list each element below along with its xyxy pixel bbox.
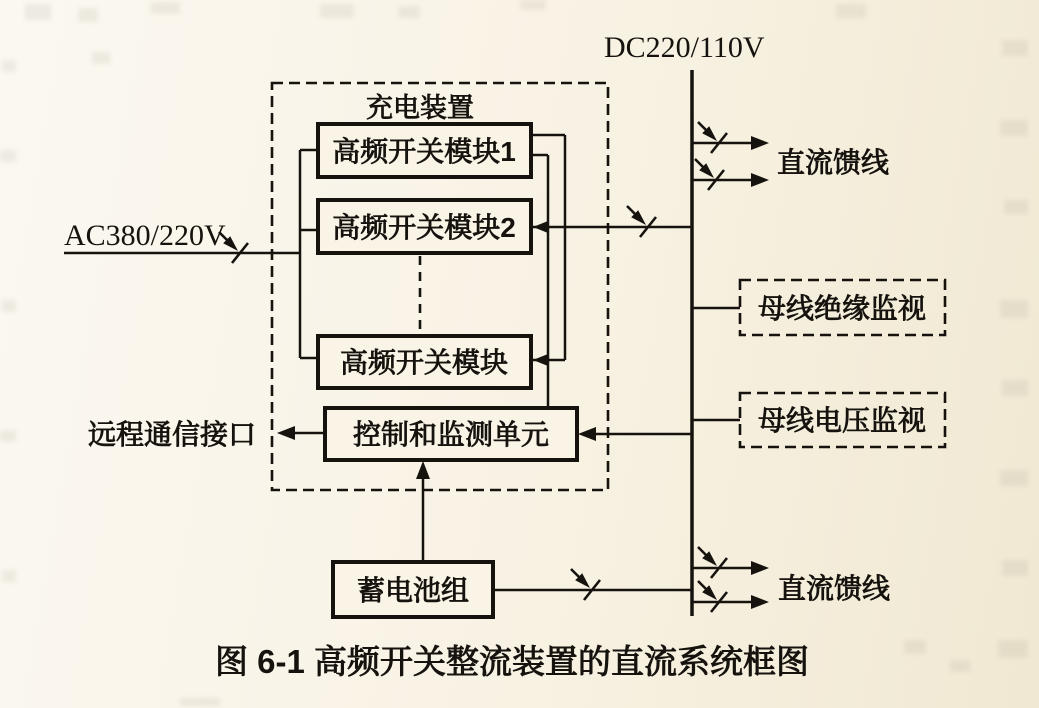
arrow-feeder-bottom-1-icon <box>751 561 769 575</box>
dc-bus-label: DC220/110V <box>604 31 765 64</box>
block-battery <box>333 562 493 617</box>
arrow-into-control-right-icon <box>578 427 596 441</box>
block-module2 <box>318 200 531 253</box>
control-unit-label: 控制和监测单元 <box>352 419 550 450</box>
arrow-into-control-bottom-icon <box>416 461 430 479</box>
switch-charger-output-icon <box>627 206 656 237</box>
remote-interface-label: 远程通信接口 <box>87 419 257 450</box>
switch-feeder-top-2-icon <box>695 159 724 190</box>
module-n-label: 高频开关模块 <box>339 347 509 378</box>
ac-input-label: AC380/220V <box>64 219 226 252</box>
block-module-n <box>318 336 531 388</box>
arrow-into-module2-icon <box>533 221 548 233</box>
switch-feeder-bottom-1-icon <box>698 547 727 578</box>
arrow-to-remote-interface-icon <box>277 426 295 440</box>
module1-label: 高频开关模块1 <box>332 136 516 167</box>
arrow-feeder-bottom-2-icon <box>751 595 769 609</box>
switch-battery-output-icon <box>571 569 600 600</box>
switch-feeder-top-1-icon <box>698 122 727 153</box>
block-control-unit <box>325 408 577 460</box>
arrow-feeder-top-2-icon <box>751 173 769 187</box>
insulation-monitor-label: 母线绝缘监视 <box>757 293 927 324</box>
voltage-monitor-label: 母线电压监视 <box>757 405 927 436</box>
block-voltage-monitor <box>740 393 945 447</box>
module2-label: 高频开关模块2 <box>332 212 516 243</box>
figure-caption: 图 6-1 高频开关整流装置的直流系统框图 <box>214 643 810 680</box>
arrow-feeder-top-1-icon <box>751 136 769 150</box>
charger-group-label: 充电装置 <box>366 93 474 123</box>
battery-label: 蓄电池组 <box>356 575 470 606</box>
switch-feeder-bottom-2-icon <box>698 581 727 612</box>
block-insulation-monitor <box>740 280 945 335</box>
dc-feeder-bottom-label: 直流馈线 <box>777 573 891 604</box>
block-module1 <box>318 124 531 177</box>
dc-feeder-top-label: 直流馈线 <box>776 147 890 178</box>
arrow-into-module-n-icon <box>533 354 548 366</box>
